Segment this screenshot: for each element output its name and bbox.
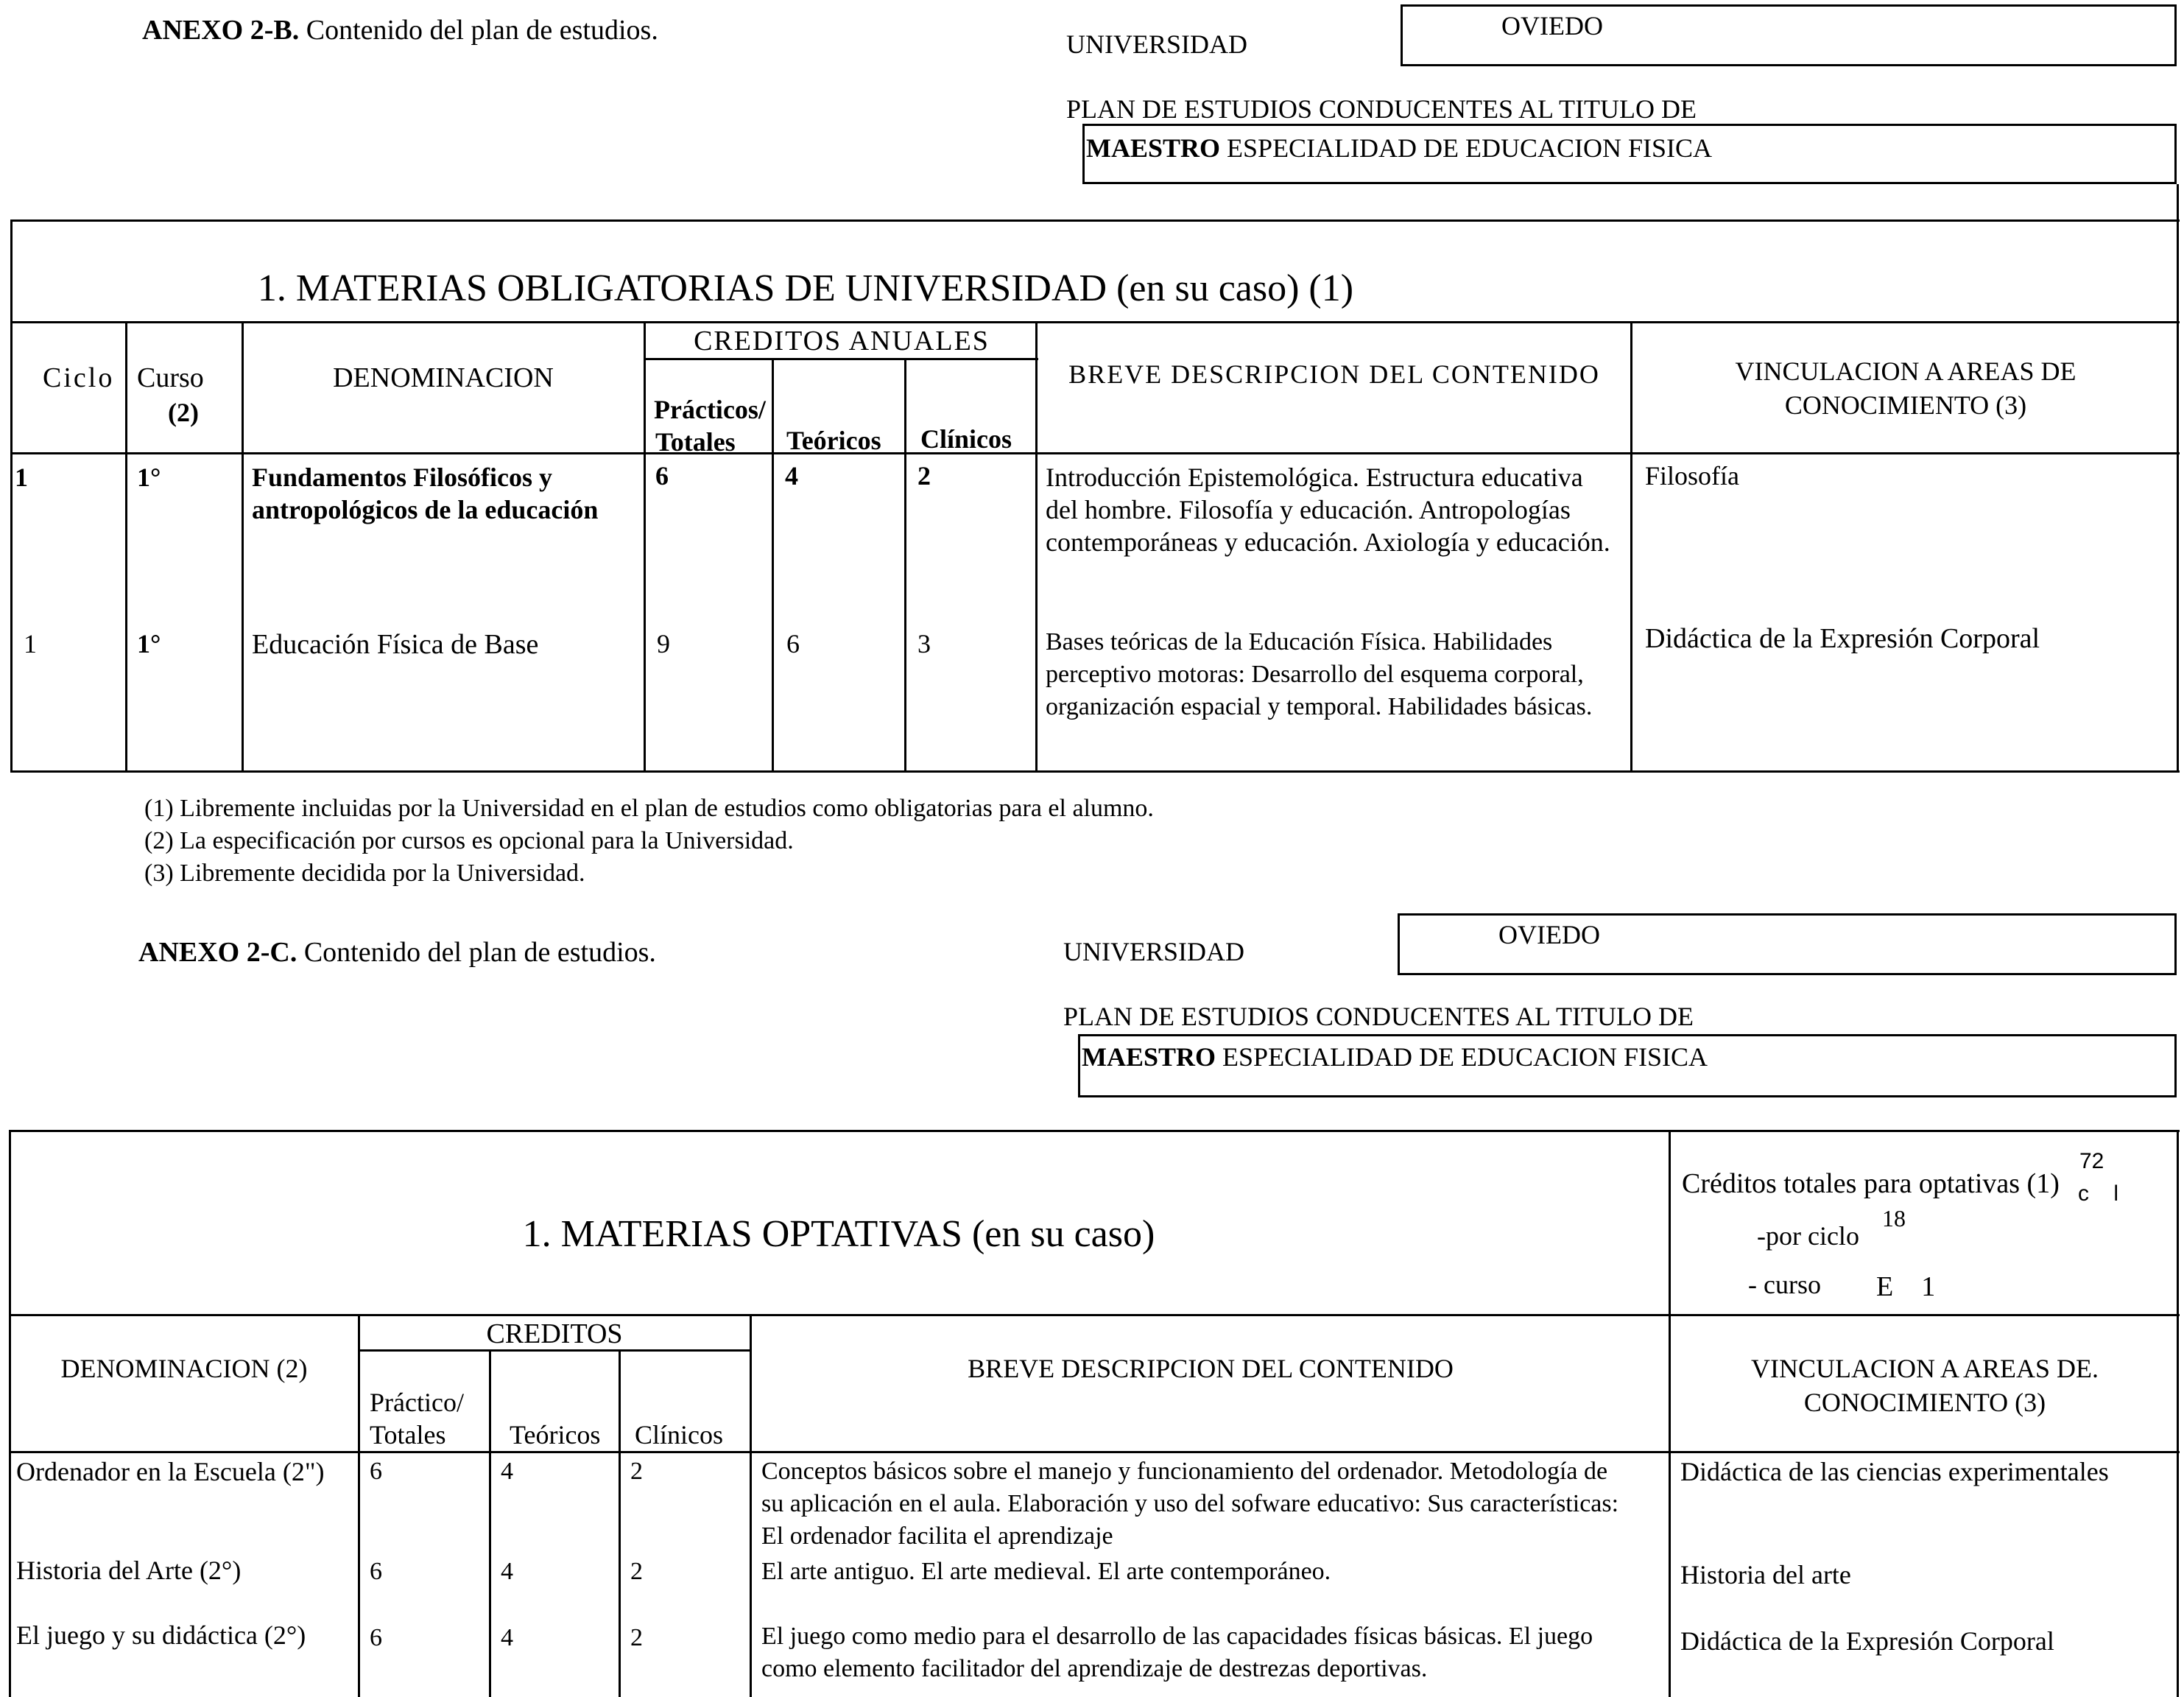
credits-total-mark: c l	[2078, 1181, 2119, 1206]
annex-b-title: ANEXO 2-B. Contenido del plan de estudios.	[142, 15, 658, 46]
divider	[358, 1314, 360, 1697]
section-title: 1. MATERIAS OBLIGATORIAS DE UNIVERSIDAD (en su caso) (1)	[257, 267, 1354, 309]
university-label: UNIVERSIDAD	[1066, 29, 1247, 59]
header-curso: Curso	[137, 362, 204, 393]
section-title: 1. MATERIAS OPTATIVAS (en su caso)	[522, 1213, 1155, 1255]
plan-label: PLAN DE ESTUDIOS CONDUCENTES AL TITULO DE	[1066, 94, 1697, 124]
cell-totales: 6	[370, 1558, 382, 1585]
cell-clinicos: 2	[630, 1624, 643, 1651]
cell-denominacion: El juego y su didáctica (2°)	[16, 1620, 306, 1650]
credits-ciclo-label: -por ciclo	[1757, 1221, 1859, 1251]
footnote: (3) Libremente decidida por la Universidad.	[144, 860, 585, 887]
divider	[1669, 1130, 1671, 1697]
university-label: UNIVERSIDAD	[1063, 937, 1244, 966]
header-creditos: CREDITOS	[486, 1318, 623, 1349]
divider	[2177, 184, 2179, 772]
credits-ciclo-value: 18	[1882, 1205, 1906, 1232]
header-teoricos: Teóricos	[510, 1420, 601, 1450]
cell-descripcion: El juego como medio para el desarrollo de las capacidades físicas básicas. El juego como elemento facilitador del aprendizaje de destrezas deportivas.	[761, 1623, 1593, 1682]
cell-totales: 6	[655, 461, 669, 491]
header-practicos: Prácticos/	[654, 395, 766, 424]
cell-denominacion: Ordenador en la Escuela (2")	[16, 1457, 325, 1486]
cell-totales: 6	[370, 1458, 382, 1485]
cell-clinicos: 2	[917, 461, 931, 491]
cell-teoricos: 4	[501, 1624, 513, 1651]
cell-area: Filosofía	[1645, 461, 1740, 491]
cell-area: Historia del arte	[1680, 1560, 1851, 1589]
university-value: OVIEDO	[1501, 11, 1603, 41]
divider	[10, 452, 2180, 454]
footnote: (1) Libremente incluidas por la Universidad en el plan de estudios como obligatorias para el alumno.	[144, 795, 1154, 822]
header-clinicos: Clínicos	[635, 1420, 724, 1450]
cell-descripcion: Conceptos básicos sobre el manejo y funcionamiento del ordenador. Metodología de su aplicación en el aula. Elaboración y uso del sofware educativo: Sus características: El ordenador facilita el aprendizaje	[761, 1458, 1619, 1550]
cell-denominacion: Educación Física de Base	[252, 629, 539, 660]
divider	[1035, 321, 1038, 772]
cell-ciclo: 1	[24, 629, 37, 658]
annex-c-title: ANEXO 2-C. Contenido del plan de estudios.	[138, 937, 656, 968]
divider	[489, 1349, 491, 1697]
university-box	[1398, 913, 2177, 975]
cell-ciclo: 1	[15, 463, 28, 492]
divider	[644, 321, 646, 772]
cell-descripcion: Bases teóricas de la Educación Física. Habilidades perceptivo motoras: Desarrollo del esquema corporal, organización espacial y temporal. Habilidades básicas.	[1046, 628, 1593, 720]
header-descripcion: BREVE DESCRIPCION DEL CONTENIDO	[968, 1354, 1454, 1383]
divider	[619, 1349, 621, 1697]
cell-curso: 1°	[137, 629, 161, 658]
credits-total-value: 72	[2079, 1149, 2104, 1173]
plan-label: PLAN DE ESTUDIOS CONDUCENTES AL TITULO DE	[1063, 1002, 1694, 1031]
cell-area: Didáctica de las ciencias experimentales	[1680, 1457, 2109, 1486]
cell-teoricos: 4	[501, 1558, 513, 1585]
degree-title: MAESTRO ESPECIALIDAD DE EDUCACION FISICA	[1082, 1042, 1708, 1072]
header-vinculacion-2: CONOCIMIENTO (3)	[1784, 390, 2027, 420]
header-creditos: CREDITOS ANUALES	[694, 326, 990, 356]
cell-totales: 9	[657, 629, 670, 658]
header-curso-note: (2)	[168, 398, 199, 427]
cell-curso: 1°	[137, 463, 161, 492]
cell-clinicos: 2	[630, 1458, 643, 1485]
cell-teoricos: 6	[786, 629, 800, 658]
header-practico: Práctico/	[370, 1388, 464, 1417]
credits-curso-value: E 1	[1876, 1271, 1936, 1302]
cell-teoricos: 4	[785, 461, 798, 491]
divider	[9, 1314, 2180, 1316]
divider	[9, 1130, 2180, 1132]
divider	[772, 358, 774, 772]
header-totales: Totales	[370, 1420, 446, 1450]
divider	[750, 1314, 752, 1697]
degree-box	[1082, 124, 2177, 184]
divider	[645, 358, 1038, 360]
degree-title: MAESTRO ESPECIALIDAD DE EDUCACION FISICA	[1086, 133, 1713, 163]
credits-curso-label: - curso	[1748, 1270, 1821, 1299]
cell-descripcion: El arte antiguo. El arte medieval. El arte contemporáneo.	[761, 1558, 1331, 1585]
header-descripcion: BREVE DESCRIPCION DEL CONTENIDO	[1068, 359, 1600, 389]
cell-totales: 6	[370, 1624, 382, 1651]
header-teoricos: Teóricos	[786, 426, 881, 455]
divider	[1630, 321, 1632, 772]
credits-total-label: Créditos totales para optativas (1)	[1682, 1168, 2060, 1199]
cell-clinicos: 2	[630, 1558, 643, 1585]
divider	[904, 358, 906, 772]
footnote: (2) La especificación por cursos es opcional para la Universidad.	[144, 827, 794, 854]
header-denominacion: DENOMINACION	[333, 362, 554, 393]
cell-denominacion: Fundamentos Filosóficos y antropológicos de la educación	[252, 463, 599, 524]
cell-descripcion: Introducción Epistemológica. Estructura educativa del hombre. Filosofía y educación. Antropologías contemporáneas y educación. Axiología y educación.	[1046, 463, 1610, 557]
divider	[125, 321, 127, 772]
header-totales: Totales	[655, 427, 736, 457]
header-clinicos: Clínicos	[920, 424, 1012, 454]
divider	[10, 321, 2180, 323]
degree-box	[1078, 1034, 2177, 1097]
header-vinculacion-2: CONOCIMIENTO (3)	[1803, 1388, 2046, 1417]
header-denominacion: DENOMINACION (2)	[60, 1354, 308, 1383]
university-value: OVIEDO	[1498, 920, 1600, 949]
cell-teoricos: 4	[501, 1458, 513, 1485]
cell-clinicos: 3	[917, 629, 931, 658]
header-ciclo: Ciclo	[43, 362, 115, 393]
divider	[10, 219, 2180, 222]
cell-denominacion: Historia del Arte (2°)	[16, 1556, 242, 1585]
header-vinculacion-1: VINCULACION A AREAS DE	[1735, 356, 2076, 386]
university-box	[1401, 4, 2177, 66]
divider	[9, 1451, 2180, 1453]
cell-area: Didáctica de la Expresión Corporal	[1680, 1626, 2054, 1656]
cell-area: Didáctica de la Expresión Corporal	[1645, 623, 2040, 654]
header-vinculacion-1: VINCULACION A AREAS DE.	[1750, 1354, 2099, 1383]
divider	[10, 770, 2180, 773]
